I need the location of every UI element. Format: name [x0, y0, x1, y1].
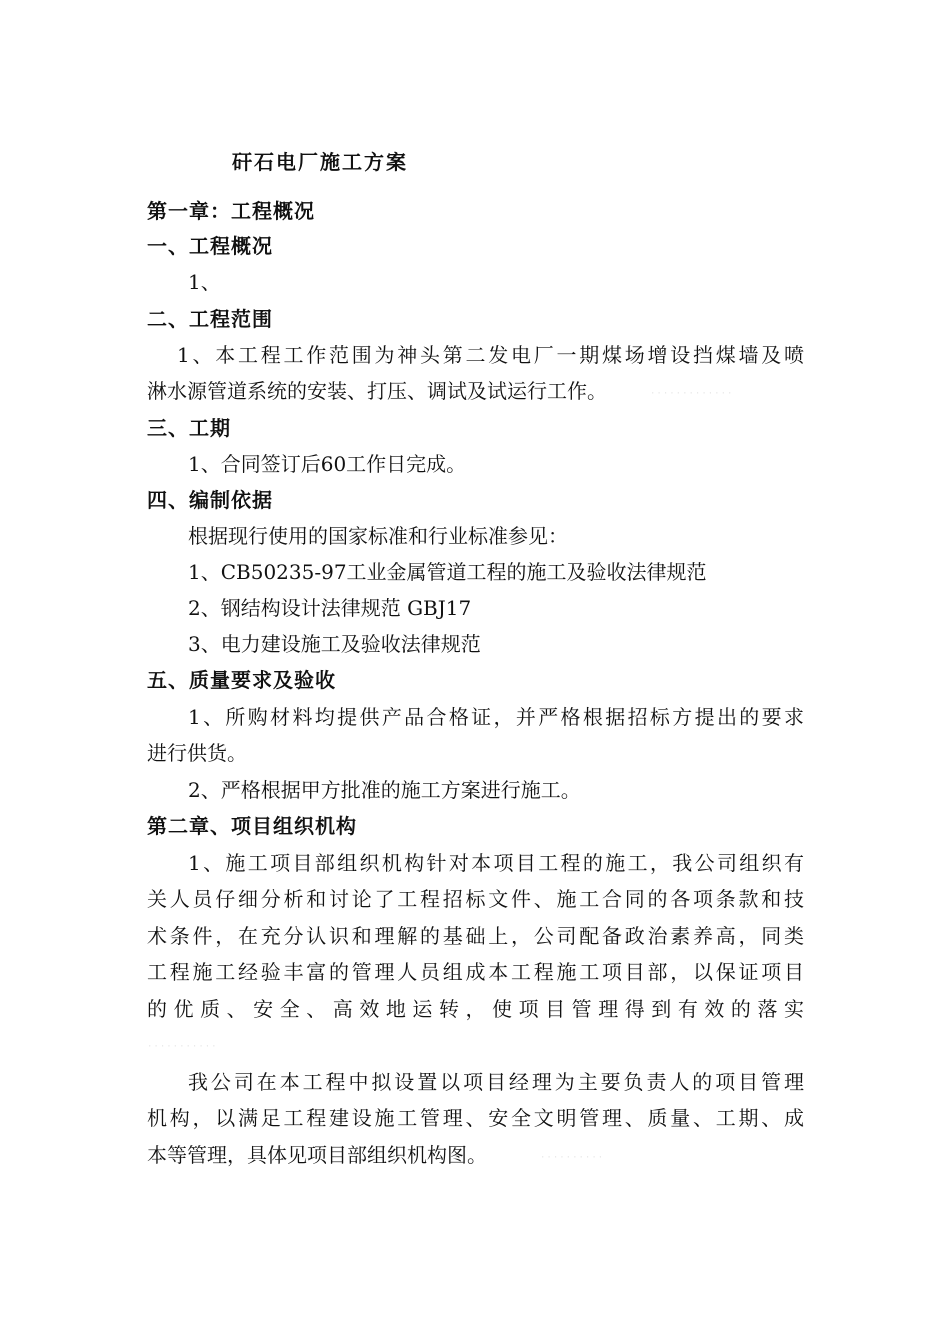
section-3-heading: 三、工期	[147, 416, 231, 440]
document-title: 矸石电厂施工方案	[232, 150, 408, 174]
org-para-2-line-3: 本等管理，具体见项目部组织机构图。	[147, 1143, 487, 1167]
chapter-1-heading: 第一章：工程概况	[147, 199, 315, 223]
watermark-text: ···········	[147, 1042, 218, 1052]
section-4-heading: 四、编制依据	[147, 488, 273, 512]
section-1-item-1: 1、	[188, 270, 221, 294]
org-para-1-line-2: 关人员仔细分析和讨论了工程招标文件、施工合同的各项条款和技	[147, 887, 804, 911]
section-4-intro: 根据现行使用的国家标准和行业标准参见：	[188, 524, 568, 548]
watermark-text: ·············	[650, 389, 734, 399]
section-5-item-2: 2、严格根据甲方批准的施工方案进行施工。	[188, 778, 581, 802]
section-4-item-2: 2、钢结构设计法律规范 GBJ17	[188, 596, 472, 620]
org-para-2-line-1: 我公司在本工程中拟设置以项目经理为主要负责人的项目管理	[188, 1070, 804, 1094]
section-5-item-1-line-1: 1、所购材料均提供产品合格证，并严格根据招标方提出的要求	[188, 705, 804, 729]
section-4-item-3: 3、电力建设施工及验收法律规范	[188, 632, 481, 656]
section-3-item-1: 1、合同签订后60工作日完成。	[188, 452, 467, 476]
org-para-1-line-4: 工程施工经验丰富的管理人员组成本工程施工项目部，以保证项目	[147, 960, 804, 984]
section-1-heading: 一、工程概况	[147, 234, 273, 258]
section-2-paragraph-line-2: 淋水源管道系统的安装、打压、调试及试运行工作。	[147, 379, 607, 403]
chapter-2-heading: 第二章、项目组织机构	[147, 814, 357, 838]
org-para-1-line-3: 术条件，在充分认识和理解的基础上，公司配备政治素养高，同类	[147, 924, 804, 948]
org-para-1-line-1: 1、施工项目部组织机构针对本项目工程的施工，我公司组织有	[188, 851, 804, 875]
watermark-text: ··········	[540, 1153, 605, 1163]
section-2-paragraph-line-1: 1、本工程工作范围为神头第二发电厂一期煤场增设挡煤墙及喷	[177, 343, 804, 367]
section-4-item-1: 1、CB50235-97工业金属管道工程的施工及验收法律规范	[188, 560, 707, 584]
section-5-item-1-line-2: 进行供货。	[147, 741, 247, 765]
org-para-1-line-5: 的优质、安全、高效地运转，使项目管理得到有效的落实	[147, 997, 804, 1021]
section-5-heading: 五、质量要求及验收	[147, 668, 336, 692]
section-2-heading: 二、工程范围	[147, 307, 273, 331]
org-para-2-line-2: 机构，以满足工程建设施工管理、安全文明管理、质量、工期、成	[147, 1106, 804, 1130]
